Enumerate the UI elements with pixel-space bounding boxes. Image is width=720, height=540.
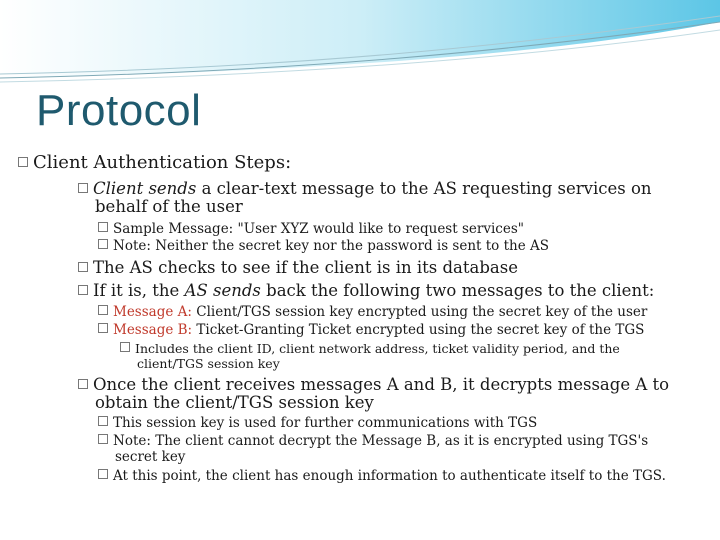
bullet-as-sends: If it is, the AS sends back the following two messages to the client:	[78, 281, 654, 300]
bullet-icon	[120, 342, 130, 352]
bullet-icon	[78, 262, 88, 272]
bullet-sample-message: Sample Message: "User XYZ would like to request services"	[98, 221, 524, 237]
bullet-icon	[98, 239, 108, 249]
bullet-message-b: Message B: Ticket-Granting Ticket encrypted using the secret key of the TGS	[98, 322, 644, 338]
bullet-message-a: Message A: Client/TGS session key encrypted using the secret key of the user	[98, 304, 647, 320]
bullet-icon	[98, 305, 108, 315]
bullet-icon	[98, 434, 108, 444]
bullet-icon	[98, 323, 108, 333]
bullet-icon	[98, 416, 108, 426]
bullet-client-auth-steps: Client Authentication Steps:	[18, 152, 291, 173]
bullet-note-cannot-decrypt-cont: secret key	[115, 449, 186, 465]
bullet-includes-client-id-cont: client/TGS session key	[137, 356, 280, 371]
bullet-client-sends: Client sends a clear-text message to the AS requesting services on	[78, 179, 652, 198]
bullet-icon	[98, 469, 108, 479]
header-wave-decoration	[0, 0, 720, 90]
bullet-client-sends-cont: behalf of the user	[95, 197, 243, 216]
bullet-icon	[98, 222, 108, 232]
bullet-session-key-use: This session key is used for further communications with TGS	[98, 415, 537, 431]
bullet-icon	[78, 183, 88, 193]
bullet-icon	[78, 379, 88, 389]
bullet-at-this-point: At this point, the client has enough information to authenticate itself to the TGS.	[98, 468, 666, 484]
bullet-client-receives-cont: obtain the client/TGS session key	[95, 393, 374, 412]
bullet-note-secret-key: Note: Neither the secret key nor the password is sent to the AS	[98, 238, 549, 254]
bullet-note-cannot-decrypt: Note: The client cannot decrypt the Message B, as it is encrypted using TGS's	[98, 433, 648, 449]
bullet-as-checks: The AS checks to see if the client is in its database	[78, 258, 518, 277]
bullet-includes-client-id: Includes the client ID, client network address, ticket validity period, and the	[120, 341, 620, 356]
slide-title: Protocol	[36, 86, 202, 135]
bullet-icon	[18, 157, 28, 167]
bullet-client-receives: Once the client receives messages A and B, it decrypts message A to	[78, 375, 669, 394]
bullet-icon	[78, 285, 88, 295]
